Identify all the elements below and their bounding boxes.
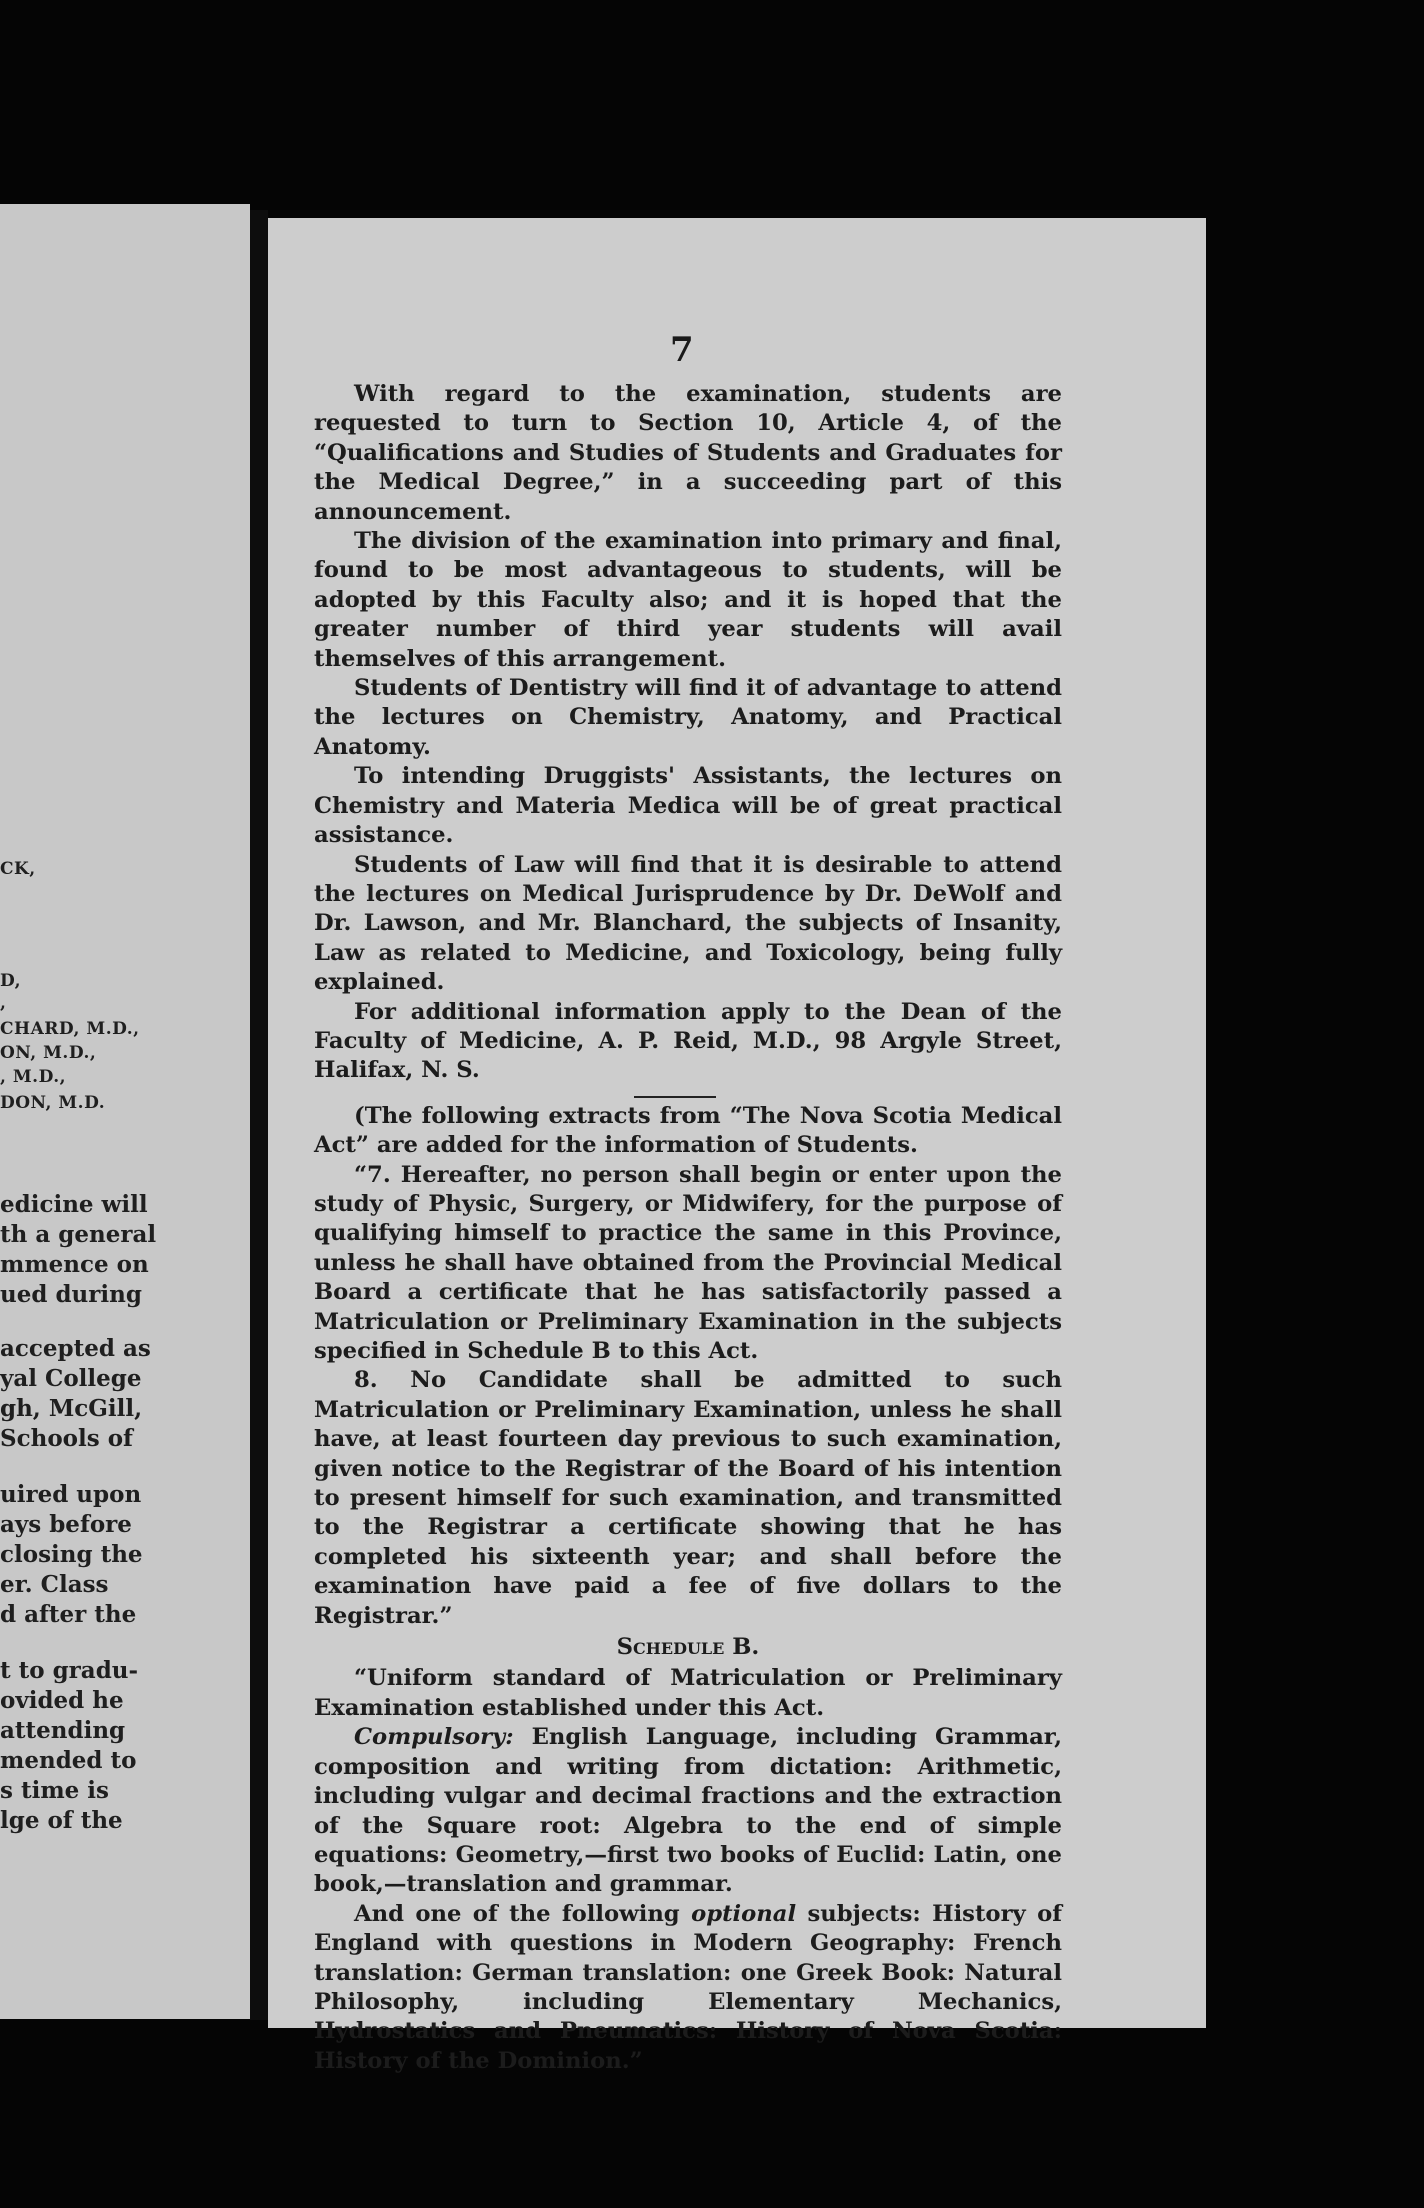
paragraph: [314, 1723, 1062, 1899]
left-line: ON, M.D.,: [0, 1043, 97, 1063]
left-line: accepted as: [0, 1335, 151, 1362]
left-line: uired upon: [0, 1481, 142, 1508]
left-line: Schools of: [0, 1425, 133, 1452]
paragraph: [314, 1900, 1062, 2076]
left-line: lge of the: [0, 1807, 123, 1834]
left-line: mended to: [0, 1747, 137, 1774]
optional-label: optional: [691, 1900, 797, 1927]
right-page: [268, 218, 1206, 2074]
left-line: d after the: [0, 1601, 137, 1628]
left-line: ovided he: [0, 1687, 124, 1714]
paragraph: The division of the examination into primary and final, found to be most advantageous to students, will be adopted by this Faculty also; and it is hoped that the greater number of third year students will avail themselves of this arrangement.: [314, 528, 1062, 672]
paragraph: For additional information apply to the Dean of the Faculty of Medicine, A. P. Reid, M.D., 98 Argyle Street, Halifax, N. S.: [314, 998, 1062, 1084]
left-line: yal College: [0, 1365, 142, 1392]
paragraph: With regard to the examination, students are requested to turn to Section 10, Article 4, of the “Qualifications and Studies of Students and Graduates for the Medical Degree,” in a succeeding part of this announcement.: [314, 381, 1062, 525]
left-line: , M.D.,: [0, 1067, 67, 1087]
left-line: CK,: [0, 859, 36, 879]
book-gutter: [250, 210, 268, 2020]
left-line: gh, McGill,: [0, 1395, 143, 1422]
left-page-fragment: [0, 204, 250, 2019]
paragraph: 8. No Candidate shall be admitted to such Matriculation or Preliminary Examination, unless he shall have, at least fourteen day previous to such examination, given notice to the Registrar of the Board of his intention to present himself for such examination, and transmitted to the Registrar a certificate showing that he has completed his sixteenth year; and shall before the examination have paid a fee of five dollars to the Registrar.”: [314, 1367, 1062, 1629]
compulsory-label: Compulsory:: [354, 1724, 514, 1751]
left-line: th a general: [0, 1221, 157, 1248]
schedule-heading: Schedule B.: [616, 1634, 760, 1661]
paragraph: To intending Druggists' Assistants, the lectures on Chemistry and Materia Medica will be of great practical assistance.: [314, 763, 1062, 849]
left-line: ued during: [0, 1281, 142, 1308]
optional-text-b: subjects: History of England with questions in Modern Geography: French translation: German translation: one Greek Book: Natural Philosophy, including Elementary Mechanics, Hydrostatics and Pneumatics: History of Nova Scotia: History of the Dominion.”: [314, 1900, 1062, 2074]
compulsory-text: English Language, including Grammar, composition and writing from dictation: Arithmetic, including vulgar and decimal fractions and the extraction of the Square root: Algebra to the end of simple equations: Geometry,—first two books of Euclid: Latin, one book,—translation and grammar.: [314, 1724, 1062, 1898]
left-line: CHARD, M.D.,: [0, 1019, 140, 1039]
paragraph: “7. Hereafter, no person shall begin or enter upon the study of Physic, Surgery, or Midwifery, for the purpose of qualifying himself to practice the same in this Province, unless he shall have obtained from the Provincial Medical Board a certificate that he has satisfactorily passed a Matriculation or Preliminary Examination in the subjects specified in Schedule B to this Act.: [314, 1161, 1062, 1364]
left-line: closing the: [0, 1541, 143, 1568]
left-line: s time is: [0, 1777, 109, 1804]
paragraph: Students of Law will find that it is desirable to attend the lectures on Medical Jurisprudence by Dr. DeWolf and Dr. Lawson, and Mr. Blanchard, the subjects of Insanity, Law as related to Medicine, and Toxicology, being fully explained.: [314, 851, 1062, 996]
paragraph: “Uniform standard of Matriculation or Preliminary Examination established under this Act.: [314, 1665, 1062, 1721]
optional-text-a: And one of the following: [354, 1900, 692, 1927]
left-line: DON, M.D.: [0, 1093, 106, 1113]
page-number: 7: [670, 330, 694, 370]
left-line: D,: [0, 971, 22, 991]
left-line: attending: [0, 1717, 126, 1744]
left-line: ,: [0, 993, 7, 1013]
left-line: ays before: [0, 1511, 132, 1538]
left-line: mmence on: [0, 1251, 149, 1278]
left-line: edicine will: [0, 1191, 148, 1218]
left-line: t to gradu-: [0, 1657, 139, 1684]
paragraph: (The following extracts from “The Nova Scotia Medical Act” are added for the information of Students.: [314, 1102, 1062, 1159]
section-divider: [634, 1096, 716, 1098]
page-body: [314, 380, 1062, 2076]
left-line: er. Class: [0, 1571, 109, 1598]
paragraph: Students of Dentistry will find it of advantage to attend the lectures on Chemistry, Anatomy, and Practical Anatomy.: [314, 675, 1062, 760]
